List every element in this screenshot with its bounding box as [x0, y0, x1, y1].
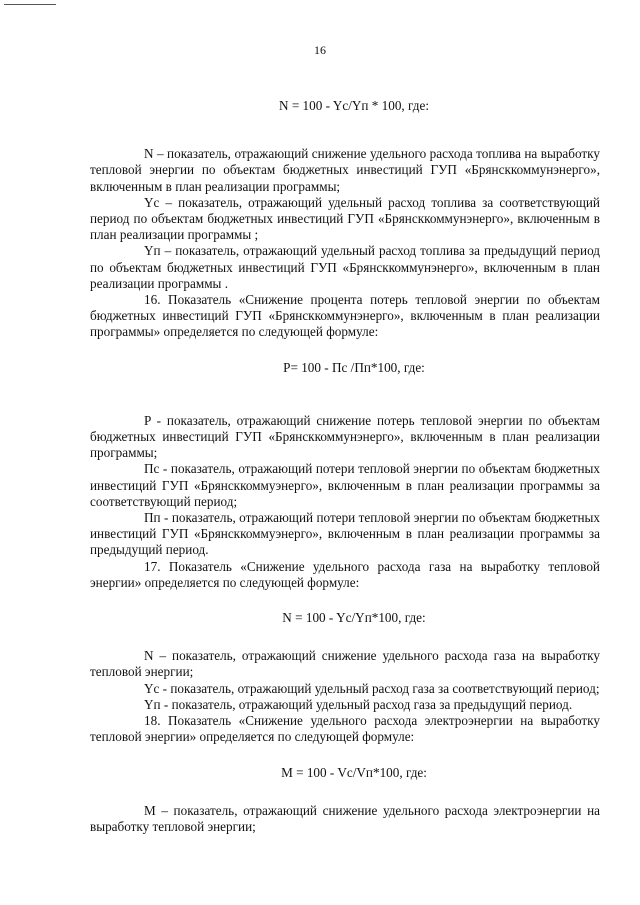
paragraph-item-17: 17. Показатель «Снижение удельного расхода газа на выработку тепловой энергии» определяется по следующей формуле: — [90, 558, 600, 590]
paragraph-pp-definition: Пп - показатель, отражающий потери тепловой энергии по объектам бюджетных инвестиций ГУП «Брянсккоммуэнерго», включенным в план реализации программы за предыдущий период. — [90, 510, 600, 558]
paragraph-pc-definition: Пс - показатель, отражающий потери тепловой энергии по объектам бюджетных инвестиций ГУП «Брянсккоммуэнерго», включенным в план реализации программы за соответствующий период; — [90, 461, 600, 509]
formula-n-fuel: N = 100 - Yc/Yп * 100, где: — [279, 98, 429, 113]
formula-m-electricity: M = 100 - Vc/Vп*100, где: — [281, 764, 427, 780]
paragraph-n-gas-definition: N – показатель, отражающий снижение удельного расхода газа на выработку тепловой энергии; — [90, 648, 600, 680]
paragraph-item-16: 16. Показатель «Снижение процента потерь тепловой энергии по объектам бюджетных инвестиций ГУП «Брянсккоммунэнерго», включенным в план реализации программы» определяется по следующей формуле: — [90, 292, 600, 340]
paragraph-yc-fuel-definition: Yc – показатель, отражающий удельный расход топлива за соответствующий период по объектам бюджетных инвестиций ГУП «Брянсккоммунэнерго», включенным в план реализации программы ; — [90, 194, 600, 243]
formula-n-gas: N = 100 - Yc/Yп*100, где: — [282, 610, 426, 626]
paragraph-yc-gas-definition: Yc - показатель, отражающий удельный расход газа за соответствующий период; — [144, 680, 600, 696]
paragraph-yp-gas-definition: Yп - показатель, отражающий удельный расход газа за предыдущий период. — [144, 696, 573, 712]
top-rule — [4, 4, 56, 5]
paragraph-yp-fuel-definition: Yп – показатель, отражающий удельный расход топлива за предыдущий период по объектам бюджетных инвестиций ГУП «Брянсккоммунэнерго», включенным в план реализации программы . — [90, 243, 600, 291]
formula-p-losses: P= 100 - Пс /Пп*100, где: — [283, 359, 425, 375]
page-number: 16 — [314, 43, 326, 57]
paragraph-item-18: 18. Показатель «Снижение удельного расхода электроэнергии на выработку тепловой энергии» определяется по следующей формуле: — [90, 713, 600, 745]
paragraph-n-fuel-definition: N – показатель, отражающий снижение удельного расхода топлива на выработку тепловой энергии по объектам бюджетных инвестиций ГУП «Брянсккоммунэнерго», включенным в план реализации программы; — [90, 146, 600, 194]
paragraph-p-definition: P - показатель, отражающий снижение потерь тепловой энергии по объектам бюджетных инвестиций ГУП «Брянсккоммунэнерго», включенным в план реализации программы; — [90, 412, 600, 461]
paragraph-m-definition: M – показатель, отражающий снижение удельного расхода электроэнергии на выработку тепловой энергии; — [90, 802, 600, 834]
document-body — [90, 98, 600, 835]
